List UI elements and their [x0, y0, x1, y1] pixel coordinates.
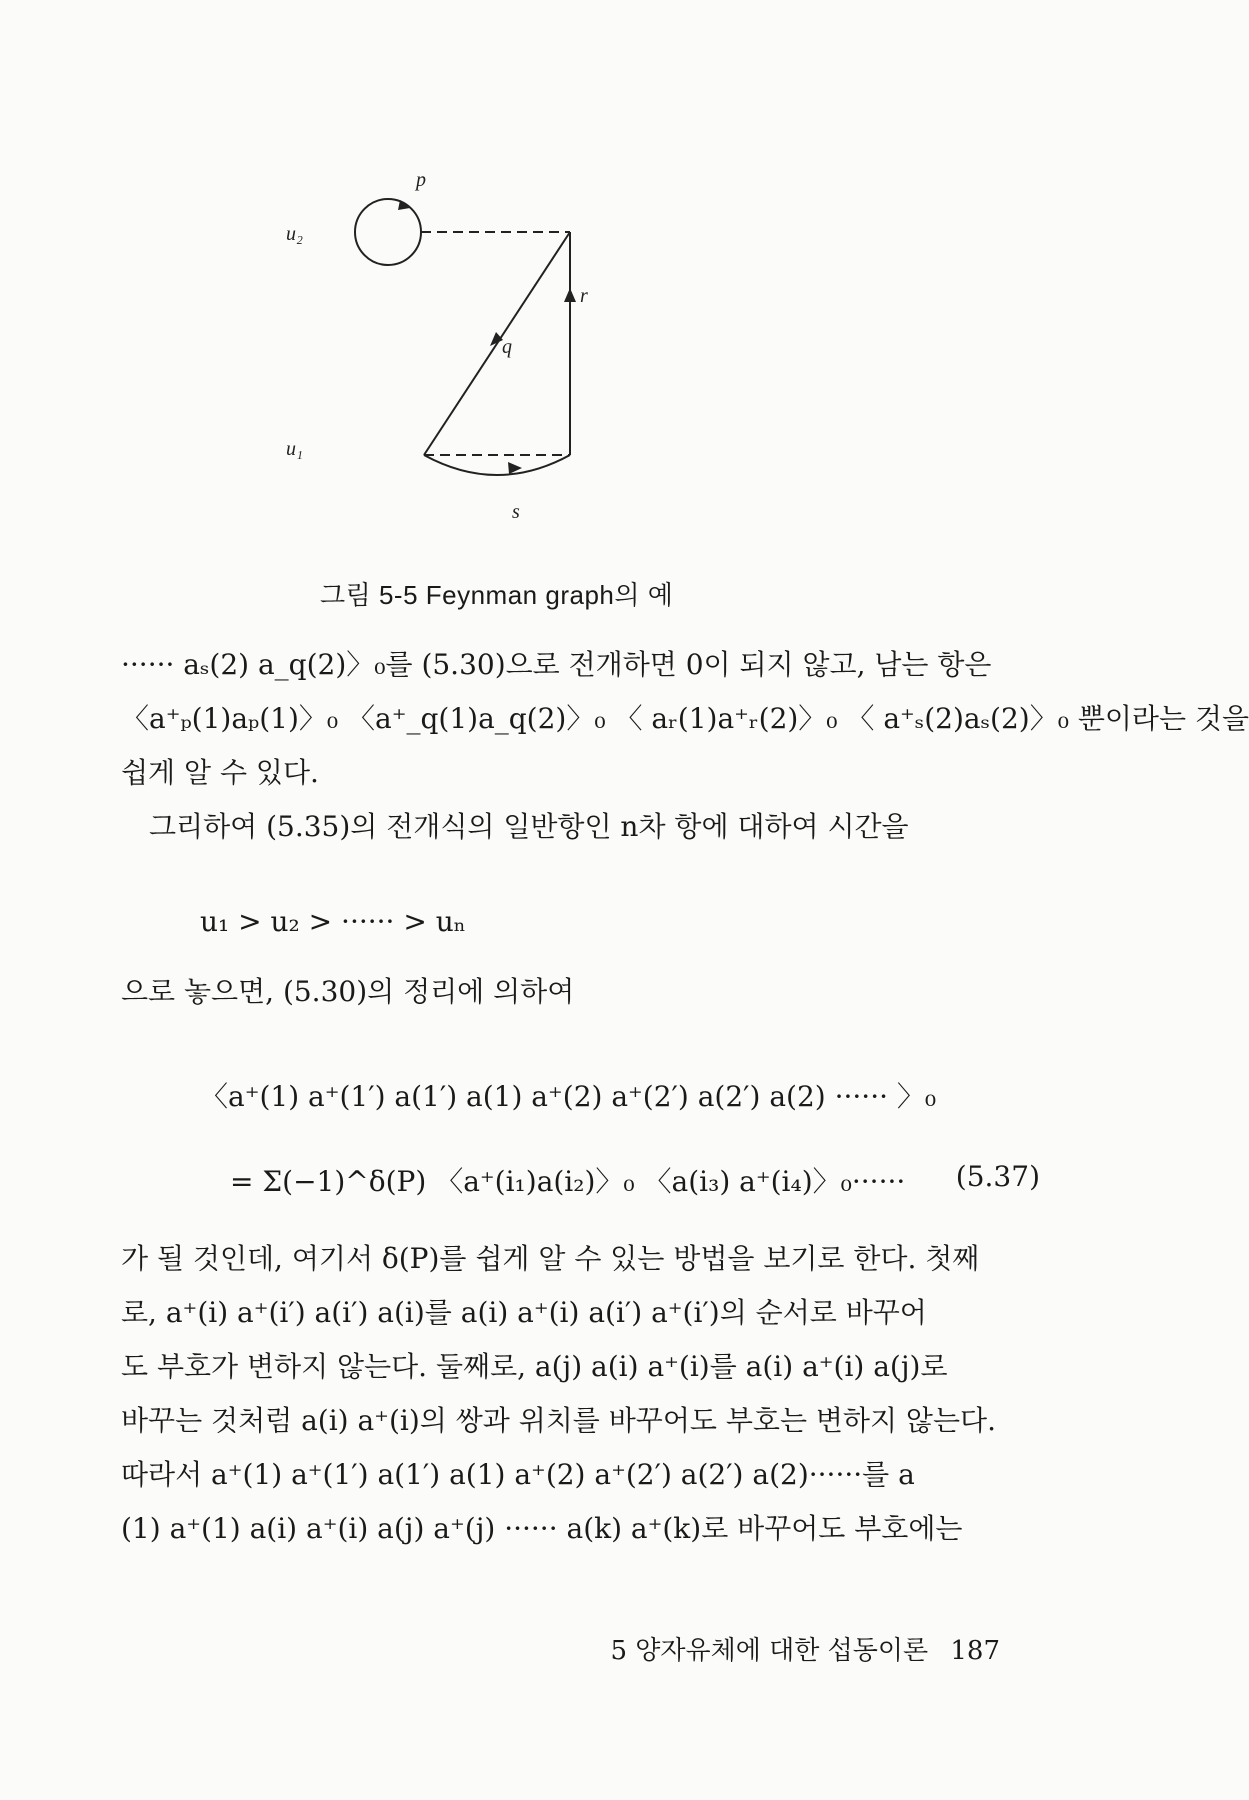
- page-number: 187: [950, 1636, 1000, 1666]
- paragraph-4-line-6: (1) a⁺(1) a(i) a⁺(i) a(j) a⁺(j) ······ a(k) a⁺(k)로 바꾸어도 부호에는: [121, 1512, 963, 1545]
- loop-p: [355, 199, 421, 265]
- paragraph-1: [121, 638, 1249, 800]
- paragraph-4: [121, 1232, 1041, 1556]
- label-u2: u₂: [286, 223, 303, 245]
- page-footer: [610, 1630, 1000, 1667]
- paragraph-1-line-2: 〈a⁺ₚ(1)aₚ(1)〉₀ 〈a⁺_q(1)a_q(2)〉₀ 〈 aᵣ(1)a⁺ᵣ(2)〉₀ 〈 a⁺ₛ(2)aₛ(2)〉₀ 뿐이라는 것을: [121, 702, 1249, 735]
- equation-5-37-line-2: = Σ(−1)^δ(P) 〈a⁺(i₁)a(i₂)〉₀ 〈a(i₃) a⁺(i₄)〉₀······: [230, 1165, 906, 1198]
- paragraph-4-line-2: 로, a⁺(i) a⁺(i′) a(i′) a(i)를 a(i) a⁺(i) a(i′) a⁺(i′)의 순서로 바꾸어: [121, 1296, 927, 1329]
- arrow-r: [564, 288, 576, 302]
- figure-caption: 그림 5-5 Feynman graph의 예: [320, 580, 674, 610]
- paragraph-2-line-1: 그리하여 (5.35)의 전개식의 일반항인 n차 항에 대하여 시간을: [149, 810, 909, 843]
- paragraph-1-line-1: ······ aₛ(2) a_q(2)〉₀를 (5.30)으로 전개하면 0이 되지 않고, 남는 항은: [121, 648, 992, 681]
- label-s: s: [512, 501, 520, 523]
- paragraph-3: 으로 놓으면, (5.30)의 정리에 의하여: [121, 975, 575, 1008]
- line-q: [424, 232, 570, 455]
- equation-number: (5.37): [955, 1160, 1040, 1193]
- label-p: p: [416, 169, 426, 191]
- label-r: r: [580, 285, 588, 307]
- equation-5-37-line-1: 〈a⁺(1) a⁺(1′) a(1′) a(1) a⁺(2) a⁺(2′) a(2′) a(2) ······ 〉₀: [200, 1080, 937, 1113]
- equation-time-order: u₁ > u₂ > ······ > uₙ: [200, 905, 466, 938]
- paragraph-4-line-3: 도 부호가 변하지 않는다. 둘째로, a(j) a(i) a⁺(i)를 a(i) a⁺(i) a(j)로: [121, 1350, 948, 1383]
- running-head: 5 양자유체에 대한 섭동이론: [610, 1636, 929, 1666]
- paragraph-4-line-1: 가 될 것인데, 여기서 δ(P)를 쉽게 알 수 있는 방법을 보기로 한다. 첫째: [121, 1242, 980, 1275]
- paragraph-2: [121, 800, 1041, 854]
- feynman-graph-figure: [286, 150, 720, 560]
- paragraph-4-line-5: 따라서 a⁺(1) a⁺(1′) a(1′) a(1) a⁺(2) a⁺(2′) a(2′) a(2)······를 a: [121, 1458, 915, 1491]
- curve-s: [424, 455, 570, 475]
- label-q: q: [502, 336, 512, 358]
- paragraph-4-line-4: 바꾸는 것처럼 a(i) a⁺(i)의 쌍과 위치를 바꾸어도 부호는 변하지 않는다.: [121, 1404, 996, 1437]
- paragraph-1-line-3: 쉽게 알 수 있다.: [121, 756, 319, 789]
- label-u1: u₁: [286, 438, 303, 460]
